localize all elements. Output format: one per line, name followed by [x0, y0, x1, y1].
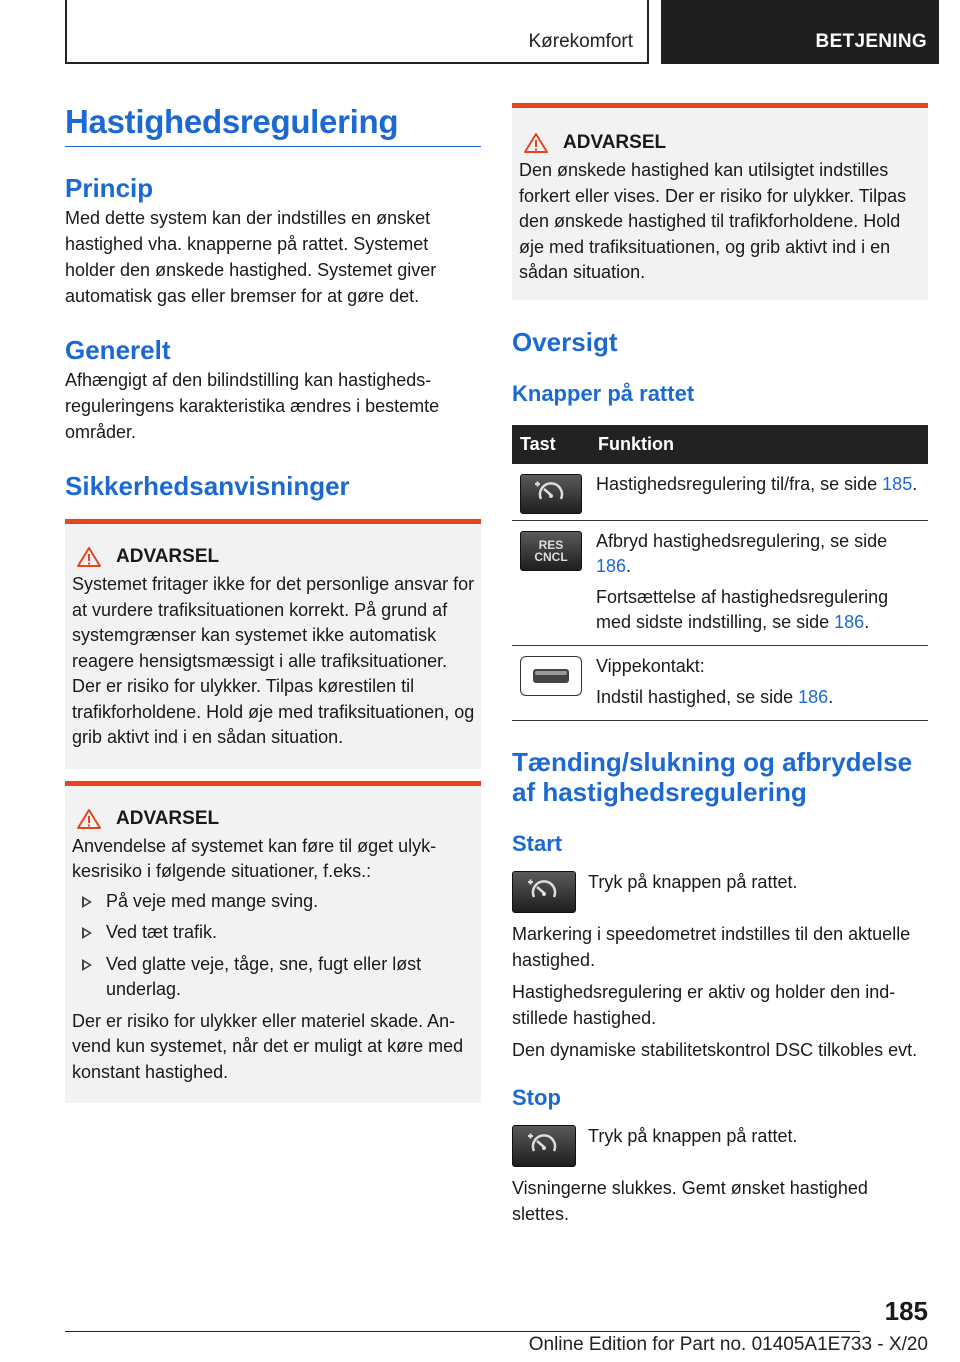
- warning-title-2: ADVARSEL: [72, 808, 475, 830]
- footer-edition: Online Edition for Part no. 01405A1E733 - X/20: [528, 1334, 928, 1355]
- list-item: På veje med mange sving.: [72, 889, 475, 915]
- stop-p1: Visningerne slukkes. Gemt ønsket hastighed slettes.: [512, 1177, 868, 1224]
- start-p2: Hastighedsregulering er aktiv og holder den indstillede hastighed.: [512, 981, 896, 1028]
- page-link[interactable]: 185: [882, 473, 913, 494]
- left-column: [65, 100, 481, 1103]
- warning-triangle-icon: [76, 546, 102, 568]
- rocker-switch-icon: [520, 656, 582, 696]
- row3-text: Vippekontakt:: [596, 655, 705, 676]
- footer-divider: [65, 1331, 860, 1332]
- buttons-table: [512, 425, 928, 721]
- general-heading: Generelt: [65, 335, 171, 365]
- start-heading: Start: [512, 830, 563, 856]
- cruise-control-button-icon: [520, 474, 582, 514]
- warning-list-2: [72, 889, 475, 1003]
- page-link[interactable]: 186: [834, 611, 865, 632]
- row2-text2: Fortsættelse af hastighedsregulering med sidste indstilling, se side: [596, 586, 889, 632]
- row2-text: Afbryd hastighedsregulering, se side: [596, 530, 888, 551]
- stop-press-text: Tryk på knappen på rattet.: [588, 1125, 798, 1146]
- warning-text-3: Den ønskede hastighed kan utilsigtet indstilles forkert eller vises. Der er risiko for ulykker. Tilpas den ønskede hastighed til trafikforholdene. Hold øje med trafiksituationen, og grib aktivt ind i en sådan situation.: [519, 160, 907, 282]
- speedometer-icon: [524, 1131, 564, 1161]
- header-section-label: Kørekomfort: [528, 31, 633, 52]
- list-item: Ved tæt trafik.: [72, 920, 475, 946]
- row3-text2: Indstil hastighed, se side: [596, 686, 794, 707]
- safety-heading: Sikkerhedsanvisninger: [65, 471, 350, 501]
- page-number: 185: [884, 1296, 928, 1326]
- res-cncl-button-icon: RES CNCL: [520, 531, 582, 571]
- header-chapter-tab: [661, 0, 939, 64]
- list-item: Ved glatte veje, tåge, sne, fugt eller løst underlag.: [72, 952, 475, 1003]
- warning-triangle-icon: [523, 132, 549, 154]
- start-p1: Markering i speedometret indstilles til den aktuelle hastighed.: [512, 923, 911, 970]
- warning-intro-2: Anvendelse af systemet kan føre til øget ulykkesrisiko i følgende situationer, f.eks.:: [72, 835, 437, 881]
- warning-box-3: [512, 103, 928, 300]
- table-row: Hastighedsregulering til/fra, se side 185.: [512, 464, 928, 521]
- start-instruction: [512, 869, 928, 913]
- start-press-text: Tryk på knappen på rattet.: [588, 871, 798, 892]
- warning-box-2: [65, 781, 481, 1104]
- buttons-heading: Knapper på rattet: [512, 380, 695, 406]
- stop-instruction: [512, 1123, 928, 1167]
- header-section-tab: [65, 0, 649, 64]
- principle-heading: Princip: [65, 173, 154, 203]
- speedometer-icon: [531, 479, 571, 509]
- warning-title-1: ADVARSEL: [72, 546, 475, 568]
- start-p3: Den dynamiske stabilitetskontrol DSC tilkobles evt.: [512, 1039, 918, 1060]
- speedometer-icon: [524, 877, 564, 907]
- table-header-key: Tast: [512, 425, 590, 464]
- row1-text: Hastighedsregulering til/fra, se side: [596, 473, 878, 494]
- warning-text-1: Systemet fritager ikke for det personlige ansvar for at vurdere trafiksituationen korrekt. På grund af systemgrænser kan systemet ikke automatisk reagere hensigtsmæssigt i alle trafiksituationer. Der er risiko for ulykker. Tilpas kørestilen til trafikforholdene. Hold øje med trafiksituationen, og grib aktivt ind i en sådan situation.: [72, 574, 475, 747]
- page-link[interactable]: 186: [596, 555, 627, 576]
- table-row: RES CNCL Afbryd hastighedsregulering, se side 186. Fortsættelse af hastighedsregulering med sidste indstilling, se side 186.: [512, 520, 928, 645]
- overview-heading: Oversigt: [512, 326, 618, 357]
- switch-heading: Tænding/slukning og afbrydelse af hastighedsregulering: [512, 746, 913, 807]
- cruise-control-button-icon: [512, 871, 576, 913]
- principle-text: Med dette system kan der indstilles en ønsket hastighed vha. knapperne på rattet. Systemet holder den ønskede hastighed. Systemet giver automatisk gas eller bremser for at gøre det.: [65, 208, 437, 306]
- warning-triangle-icon: [76, 808, 102, 830]
- page-link[interactable]: 186: [798, 686, 829, 707]
- general-text: Afhængigt af den bilindstilling kan hastighedsreguleringens karakteristika ændres i bestemte områder.: [65, 370, 440, 442]
- page-title: Hastighedsregulering: [65, 100, 481, 147]
- warning-box-1: [65, 519, 481, 769]
- table-row: Vippekontakt: Indstil hastighed, se side 186.: [512, 645, 928, 720]
- right-column: [512, 103, 928, 1227]
- warning-outro-2: Der er risiko for ulykker eller materiel skade. Anvend kun systemet, når det er muligt at køre med konstant hastighed.: [72, 1010, 464, 1082]
- header-chapter-label: BETJENING: [815, 31, 927, 52]
- stop-heading: Stop: [512, 1084, 561, 1110]
- warning-title-3: ADVARSEL: [519, 132, 922, 154]
- table-header-function: Funktion: [590, 425, 928, 464]
- cruise-control-button-icon: [512, 1125, 576, 1167]
